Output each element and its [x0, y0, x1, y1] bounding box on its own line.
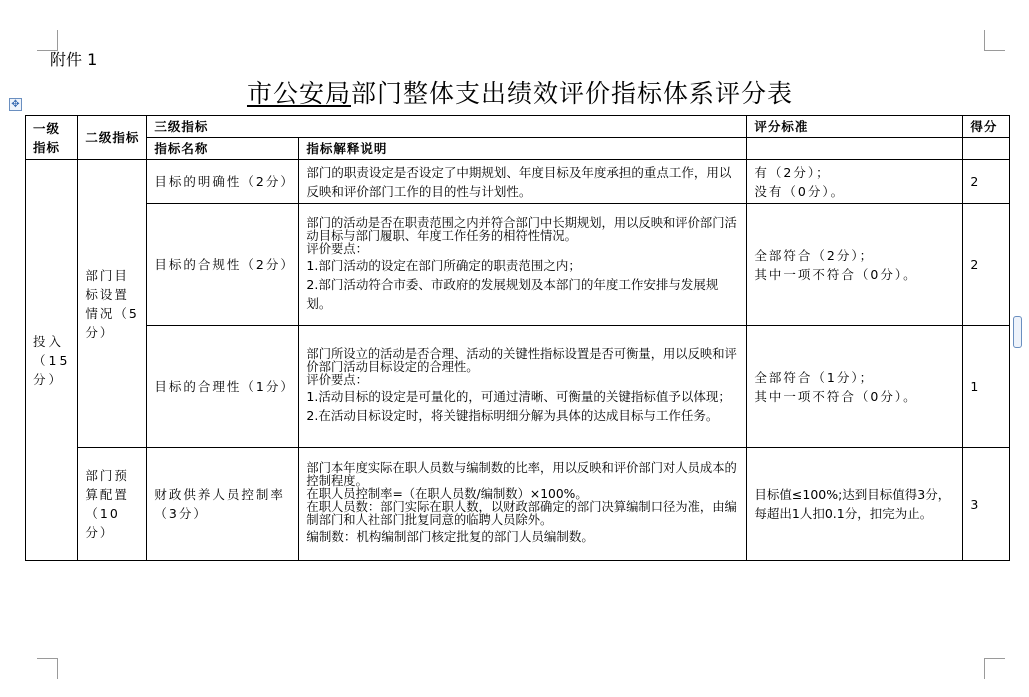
- crop-mark-bottom-right: [984, 658, 1005, 679]
- level2-cell-goals: 部门目标设置情况（5分）: [78, 160, 147, 448]
- score-value: 3: [963, 448, 1010, 561]
- score-value: 2: [963, 204, 1010, 326]
- table-resize-handle[interactable]: [1013, 316, 1022, 348]
- header-row-1: [26, 116, 1010, 138]
- explanation-line: 编制数：机构编制部门核定批复的部门人员编制数。: [306, 529, 594, 544]
- explanation-line: 1.部门活动的设定在部门所确定的职责范围之内；: [306, 257, 581, 273]
- explanation-line: 部门所设立的活动是否合理、活动的关键性指标设置是否可衡量，用以反映和评价部门活动目标设定的合理性。: [306, 347, 737, 374]
- level2-cell-budget: 部门预算配置（10分）: [78, 448, 147, 561]
- explanation-line: 在职人员数：部门实际在职人数，以财政部确定的部门决算编制口径为准，由编制部门和人社部门批复同意的临聘人员除外。: [306, 500, 737, 527]
- scoring-criteria: [747, 160, 963, 204]
- table-row: [26, 448, 1010, 561]
- table-row: [26, 204, 1010, 326]
- explanation-line: 2.部门活动符合市委、市政府的发展规划及本部门的年度工作安排与发展规划。: [306, 276, 719, 311]
- explanation-line: 在职人员控制率=（在职人员数/编制数）×100%。: [306, 487, 588, 501]
- indicator-explanation: [299, 326, 747, 448]
- explanation-line: 评价要点：: [306, 241, 368, 256]
- indicator-name: 目标的明确性（2分）: [147, 160, 299, 204]
- scoring-criteria: [747, 326, 963, 448]
- indicator-explanation: [299, 204, 747, 326]
- header-row-2: [26, 138, 1010, 160]
- header-criteria-blank: [747, 138, 963, 160]
- header-explanation: 指标解释说明: [299, 138, 747, 160]
- table-row: [26, 160, 1010, 204]
- criteria-line: 全部符合（2分）；: [754, 247, 875, 263]
- evaluation-table: [25, 115, 1010, 561]
- explanation-line: 2.在活动目标设定时，将关键指标明细分解为具体的达成目标与工作任务。: [306, 408, 719, 423]
- header-level2: 二级指标: [78, 116, 147, 160]
- indicator-explanation: 部门的职责设定是否设定了中期规划、年度目标及年度承担的重点工作，用以反映和评价部门工作的目的性与计划性。: [299, 160, 747, 204]
- header-indicator-name: 指标名称: [147, 138, 299, 160]
- attachment-label: 附件 1: [50, 50, 98, 69]
- indicator-name: 财政供养人员控制率（3分）: [147, 448, 299, 561]
- table-row: [26, 326, 1010, 448]
- header-level1: 一级指标: [26, 116, 78, 160]
- criteria-line: 有（2分）；: [754, 164, 831, 180]
- title-rest: 部门整体支出绩效评价指标体系评分表: [351, 79, 794, 108]
- header-score: 得分: [963, 116, 1010, 138]
- scoring-criteria: 目标值≤100%;达到目标值得3分，每超出1人扣0.1分，扣完为止。: [747, 448, 963, 561]
- explanation-line: 评价要点：: [306, 373, 368, 387]
- score-value: 1: [963, 326, 1010, 448]
- scoring-criteria: [747, 204, 963, 326]
- indicator-explanation: [299, 448, 747, 561]
- explanation-line: 部门本年度实际在职人员数与编制数的比率，用以反映和评价部门对人员成本的控制程度。: [306, 461, 737, 488]
- document-title: [160, 74, 880, 110]
- indicator-name: 目标的合理性（1分）: [147, 326, 299, 448]
- header-score-blank: [963, 138, 1010, 160]
- crop-mark-bottom-left: [37, 658, 58, 679]
- table-move-handle-icon[interactable]: ✥: [9, 98, 22, 111]
- header-criteria: 评分标准: [747, 116, 963, 138]
- title-head: 市公安局: [246, 79, 351, 108]
- crop-mark-top-right: [984, 30, 1005, 51]
- criteria-line: 全部符合（1分）；: [754, 369, 875, 385]
- explanation-line: 1.活动目标的设定是可量化的，可通过清晰、可衡量的关键指标值予以体现；: [306, 389, 731, 404]
- level1-cell: 投入（15分）: [26, 160, 78, 561]
- explanation-line: 部门的活动是否在职责范围之内并符合部门中长期规划，用以反映和评价部门活动目标与部门履职、年度工作任务的相符性情况。: [306, 215, 737, 243]
- indicator-name: 目标的合规性（2分）: [147, 204, 299, 326]
- criteria-line: 其中一项不符合（0分）。: [754, 266, 918, 282]
- criteria-line: 没有（0分）。: [754, 183, 846, 199]
- header-level3: 三级指标: [147, 116, 747, 138]
- criteria-line: 其中一项不符合（0分）。: [754, 388, 918, 404]
- score-value: 2: [963, 160, 1010, 204]
